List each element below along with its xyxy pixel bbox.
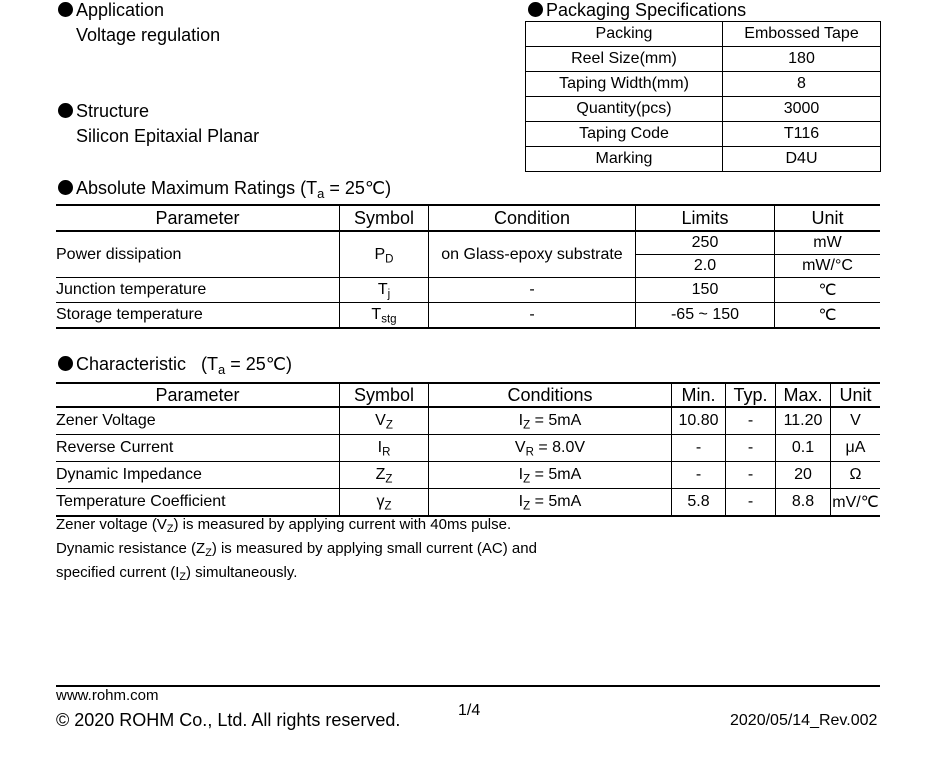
table-row [56, 462, 880, 489]
packaging-value: 3000 [723, 97, 881, 122]
packaging-value: D4U [723, 147, 881, 172]
application-heading [58, 0, 164, 20]
unit-cell: μA [831, 435, 881, 462]
table-row [526, 147, 881, 172]
note-text: ) is measured by applying current with 40ms pulse. [173, 516, 512, 533]
typ-cell: - [726, 435, 776, 462]
abs-max-title: Absolute Maximum Ratings [76, 178, 296, 198]
table-row [526, 97, 881, 122]
packaging-value: 180 [723, 47, 881, 72]
bullet-icon [58, 103, 73, 118]
condition-subscript: a [317, 185, 325, 201]
application-text: Voltage regulation [76, 25, 221, 45]
footer-url[interactable]: www.rohm.com [56, 687, 159, 704]
unit-cell: V [831, 407, 881, 435]
table-header-row [56, 383, 880, 407]
symbol-cell [340, 489, 429, 517]
symbol-main: T [377, 281, 388, 298]
packaging-value: Embossed Tape [723, 22, 881, 47]
structure-title: Structure [76, 101, 150, 121]
condition-cell: on Glass-epoxy substrate [429, 231, 636, 278]
unit-cell: ℃ [775, 303, 881, 329]
symbol-cell [340, 462, 429, 489]
symbol-cell [340, 303, 429, 329]
characteristic-heading [58, 354, 293, 377]
packaging-label: Taping Width(mm) [526, 72, 723, 97]
bullet-icon [528, 2, 543, 17]
symbol-main: T [371, 306, 382, 323]
cond-sub: Z [523, 473, 531, 486]
table-row [56, 489, 880, 517]
condition-cell [429, 462, 672, 489]
symbol-main: I [377, 439, 383, 456]
header-typ: Typ. [726, 383, 776, 407]
header-symbol: Symbol [340, 205, 429, 231]
max-cell: 8.8 [776, 489, 831, 517]
condition-text: = 25℃) [324, 178, 392, 198]
table-row [56, 435, 880, 462]
param-cell: Power dissipation [56, 231, 340, 278]
symbol-sub: stg [381, 313, 397, 326]
min-cell: 5.8 [672, 489, 726, 517]
packaging-table [525, 21, 881, 172]
table-row [56, 303, 880, 329]
header-symbol: Symbol [340, 383, 429, 407]
table-row [526, 122, 881, 147]
packaging-label: Packing [526, 22, 723, 47]
cond-main: V [514, 439, 526, 456]
cond-main: I [518, 493, 524, 510]
table-header-row [56, 205, 880, 231]
symbol-sub: Z [384, 500, 392, 513]
bullet-icon [58, 2, 73, 17]
condition-text: (T [201, 354, 219, 374]
cond-rest: = 5mA [530, 466, 582, 483]
packaging-title: Packaging Specifications [546, 0, 747, 20]
condition-cell [429, 407, 672, 435]
note-text: specified current (I [56, 564, 180, 581]
symbol-main: Z [375, 466, 386, 483]
footer-divider [56, 685, 880, 687]
symbol-sub: Z [385, 473, 393, 486]
condition-text: = 25℃) [225, 354, 293, 374]
header-unit: Unit [831, 383, 881, 407]
note-text: Zener voltage (V [56, 516, 167, 533]
table-row [526, 22, 881, 47]
footer-copyright: © 2020 ROHM Co., Ltd. All rights reserved. [56, 710, 401, 730]
cond-sub: R [525, 446, 534, 459]
param-cell: Storage temperature [56, 303, 340, 329]
condition-cell [429, 489, 672, 517]
note-subscript: Z [179, 571, 186, 584]
application-title: Application [76, 0, 165, 20]
header-condition: Condition [429, 205, 636, 231]
packaging-value: 8 [723, 72, 881, 97]
characteristic-title: Characteristic [76, 354, 187, 374]
param-cell: Dynamic Impedance [56, 462, 340, 489]
packaging-label: Quantity(pcs) [526, 97, 723, 122]
header-parameter: Parameter [56, 383, 340, 407]
header-min: Min. [672, 383, 726, 407]
table-row [526, 47, 881, 72]
note-line-2 [56, 537, 537, 561]
table-row [526, 72, 881, 97]
header-max: Max. [776, 383, 831, 407]
note-line-3 [56, 561, 297, 585]
max-cell: 0.1 [776, 435, 831, 462]
max-cell: 11.20 [776, 407, 831, 435]
typ-cell: - [726, 489, 776, 517]
unit-cell: ℃ [775, 278, 881, 303]
param-cell: Reverse Current [56, 435, 340, 462]
cond-rest: = 8.0V [533, 439, 586, 456]
header-unit: Unit [775, 205, 881, 231]
symbol-sub: j [387, 288, 391, 301]
header-limits: Limits [636, 205, 775, 231]
abs-max-table [56, 204, 880, 329]
footer-page-number: 1/4 [458, 702, 481, 719]
typ-cell: - [726, 407, 776, 435]
packaging-heading [528, 0, 746, 20]
characteristic-condition [201, 354, 293, 377]
header-parameter: Parameter [56, 205, 340, 231]
limit-cell: 2.0 [636, 255, 775, 278]
abs-max-condition [300, 178, 392, 201]
cond-sub: Z [523, 500, 531, 513]
unit-cell: Ω [831, 462, 881, 489]
note-line-1 [56, 513, 511, 537]
note-subscript: Z [166, 523, 174, 536]
unit-cell: mW/°C [775, 255, 881, 278]
typ-cell: - [726, 462, 776, 489]
packaging-label: Reel Size(mm) [526, 47, 723, 72]
note-text: Dynamic resistance (Z [56, 540, 206, 557]
table-row [56, 407, 880, 435]
packaging-label: Marking [526, 147, 723, 172]
condition-cell: - [429, 278, 636, 303]
packaging-value: T116 [723, 122, 881, 147]
cond-main: I [518, 466, 524, 483]
param-cell: Temperature Coefficient [56, 489, 340, 517]
symbol-main: V [375, 412, 386, 429]
bullet-icon [58, 356, 73, 371]
header-conditions: Conditions [429, 383, 672, 407]
footer-revision: 2020/05/14_Rev.002 [730, 712, 878, 729]
max-cell: 20 [776, 462, 831, 489]
limit-cell: 250 [636, 231, 775, 255]
min-cell: - [672, 435, 726, 462]
table-row [56, 231, 880, 255]
symbol-cell [340, 278, 429, 303]
cond-rest: = 5mA [530, 493, 582, 510]
structure-heading [58, 101, 149, 121]
symbol-main: P [374, 245, 386, 263]
unit-cell: mW [775, 231, 881, 255]
note-subscript: Z [205, 547, 212, 560]
condition-cell: - [429, 303, 636, 329]
cond-sub: Z [523, 419, 531, 432]
unit-cell: mV/℃ [831, 489, 881, 517]
param-cell: Junction temperature [56, 278, 340, 303]
limit-cell: -65 ~ 150 [636, 303, 775, 329]
condition-subscript: a [218, 361, 226, 377]
min-cell: 10.80 [672, 407, 726, 435]
characteristic-table [56, 382, 880, 517]
cond-main: I [518, 412, 524, 429]
symbol-sub: Z [385, 419, 393, 432]
condition-text: (T [300, 178, 318, 198]
limit-cell: 150 [636, 278, 775, 303]
bullet-icon [58, 180, 73, 195]
symbol-sub: R [382, 446, 391, 459]
symbol-cell [340, 407, 429, 435]
symbol-cell [340, 231, 429, 278]
condition-cell [429, 435, 672, 462]
abs-max-heading [58, 178, 392, 201]
note-text: ) simultaneously. [186, 564, 298, 581]
note-text: ) is measured by applying small current (AC) and [211, 540, 537, 557]
param-cell: Zener Voltage [56, 407, 340, 435]
symbol-sub: D [385, 252, 394, 265]
table-row [56, 278, 880, 303]
packaging-label: Taping Code [526, 122, 723, 147]
structure-text: Silicon Epitaxial Planar [76, 126, 260, 146]
symbol-cell [340, 435, 429, 462]
cond-rest: = 5mA [530, 412, 582, 429]
min-cell: - [672, 462, 726, 489]
symbol-main: γ [376, 493, 385, 510]
